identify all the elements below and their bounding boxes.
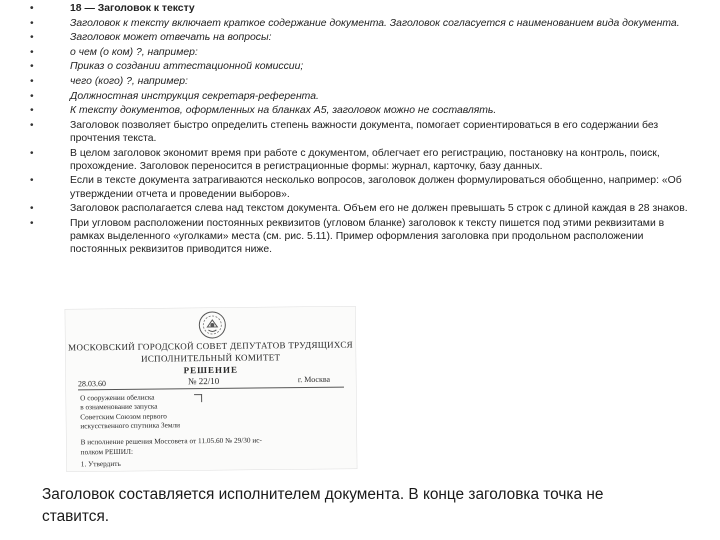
- caption: Заголовок составляется исполнителем документа. В конце заголовка точка не ставится.: [42, 486, 604, 525]
- doc-body: [80, 435, 348, 457]
- bullet-item: • Заголовок к тексту включает краткое содержание документа. Заголовок согласуется с наименованием вида документа.: [30, 17, 690, 30]
- bullet-list: [30, 2, 690, 258]
- bullet-item: • 18 — Заголовок к тексту: [30, 2, 690, 15]
- doc-heading-line: в ознаменование запуска: [80, 401, 158, 412]
- doc-date: 28.03.60: [77, 379, 106, 389]
- doc-place: г. Москва: [297, 374, 331, 385]
- doc-heading: [80, 392, 180, 431]
- bullet-item: • о чем (о ком) ?, например:: [30, 46, 690, 59]
- bullet-item: • При угловом расположении постоянных реквизитов (угловом бланке) заголовок к тексту пишется под этими реквизитами в рамках выделенного «уголками» места (см. рис. 5.11). Пример оформления заголовка при продольном расположении постоянных реквизитов приводится ниже.: [30, 217, 690, 257]
- bullet-item: • Если в тексте документа затрагиваются несколько вопросов, заголовок должен формулироваться обобщенно, например: «Об утверждении отчета и проведении выборов».: [30, 174, 690, 200]
- doc-item: 1. Утвердить: [80, 458, 121, 469]
- bullet-item: • Должностная инструкция секретаря-референта.: [30, 90, 690, 103]
- doc-body-line: В исполнение решения Моссовета от 11.05.60 № 29/30 ис-: [80, 435, 262, 447]
- divider: [78, 387, 344, 391]
- bullet-item: • Заголовок располагается слева над текстом документа. Объем его не должен превышать 5 строк с длиной каждая в 28 знаков.: [30, 202, 690, 215]
- org-name-line: МОСКОВСКИЙ ГОРОДСКОЙ СОВЕТ ДЕПУТАТОВ ТРУДЯЩИХСЯ: [68, 339, 354, 353]
- emblem-icon: [197, 310, 227, 340]
- bullet-item: • В целом заголовок экономит время при работе с документом, облегчает его регистрацию, постановку на контроль, поиск, прохождение. Заголовок переносится в регистрационные формы: журнал, карточку, базу данных.: [30, 147, 690, 173]
- example-document-image: [65, 306, 357, 471]
- org-name-line: ИСПОЛНИТЕЛЬНЫЙ КОМИТЕТ: [140, 352, 281, 364]
- doc-number: № 22/10: [187, 375, 220, 387]
- doc-heading-line: искусственного спутника Земли: [80, 420, 181, 431]
- bullet-item: • К тексту документов, оформленных на бланках А5, заголовок можно не составлять.: [30, 104, 690, 117]
- doc-heading-line: О сооружении обелиска: [80, 392, 155, 403]
- bullet-item: • Заголовок позволяет быстро определить степень важности документа, помогает сориентироваться в его содержании без прочтения текста.: [30, 119, 690, 145]
- corner-mark: [194, 394, 202, 402]
- bullet-item: • чего (кого) ?, например:: [30, 75, 690, 88]
- doc-body-line: полком РЕШИЛ:: [80, 446, 134, 457]
- bullet-item: • Приказ о создании аттестационной комиссии;: [30, 60, 690, 73]
- doc-heading-line: Советским Союзом первого: [80, 411, 167, 422]
- doc-type: РЕШЕНИЕ: [183, 364, 239, 376]
- bullet-item: • Заголовок может отвечать на вопросы:: [30, 31, 690, 44]
